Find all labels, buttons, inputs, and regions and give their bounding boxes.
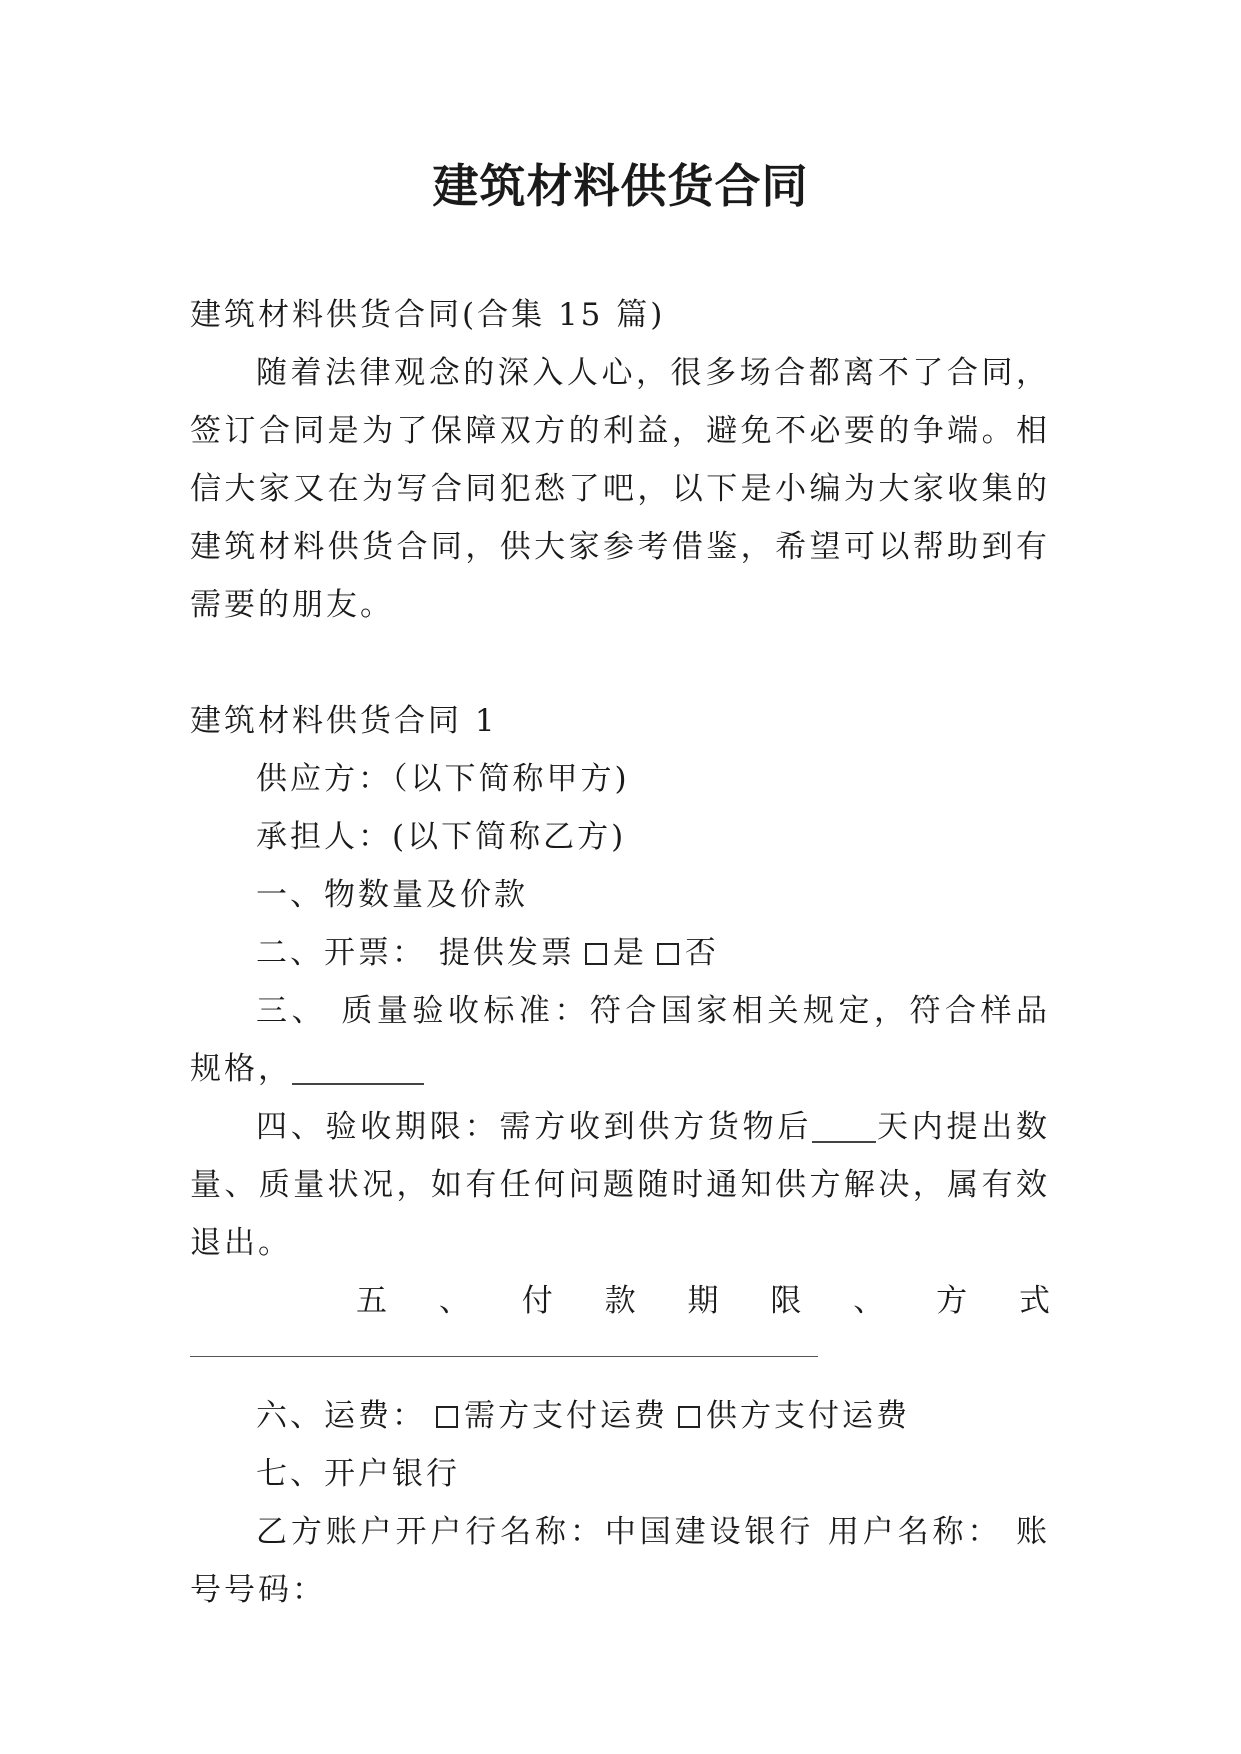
checkbox-no[interactable] <box>657 943 679 965</box>
checkbox-buyer-pays[interactable] <box>436 1406 458 1428</box>
clause-6-prefix: 六、运费： <box>256 1398 426 1434</box>
undertaker-line: 承担人：(以下简称乙方) <box>256 819 627 855</box>
clause-5-char: 限 <box>770 1283 802 1319</box>
clause-2-prefix: 二、开票： <box>256 935 426 971</box>
option-yes-label: 是 <box>612 935 647 971</box>
clause-3-text: 三、 质量验收标准：符合国家相关规定，符合样品规格， <box>190 993 1050 1087</box>
clause-4-after: 天内提出数量、质量状况，如有任何问题随时通知供方解决，属有效退出。 <box>190 1109 1051 1261</box>
clause-7: 七、开户银行 <box>256 1456 460 1492</box>
document-title: 建筑材料供货合同 <box>432 159 809 213</box>
spacer <box>190 634 1050 692</box>
clause-5-char: 期 <box>687 1283 719 1319</box>
option-seller-label: 供方支付运费 <box>706 1398 910 1434</box>
clause-6 <box>190 1387 1050 1445</box>
intro-paragraph: 随着法律观念的深入人心，很多场合都离不了合同，签订合同是为了保障双方的利益，避免不必要的争端。相信大家又在为写合同犯愁了吧，以下是小编为大家收集的建筑材料供货合同，供大家参考借鉴，希望可以帮助到有需要的朋友。 <box>190 355 1050 623</box>
checkbox-seller-pays[interactable] <box>678 1406 700 1428</box>
clause-1: 一、物数量及价款 <box>256 877 528 913</box>
clause-4-before: 四、验收期限：需方收到供方货物后 <box>256 1109 813 1145</box>
clause-5-char: 、 <box>438 1283 470 1319</box>
supplier-line: 供应方：（以下简称甲方) <box>256 761 630 797</box>
collection-subtitle: 建筑材料供货合同(合集 15 篇) <box>190 297 666 333</box>
option-buyer-label: 需方支付运费 <box>464 1398 668 1434</box>
clause-5-char: 式 <box>1019 1283 1050 1319</box>
section-heading: 建筑材料供货合同 1 <box>190 703 498 739</box>
clause-5-char: 五 <box>356 1283 387 1319</box>
clause-5-heading <box>190 1272 1050 1330</box>
option-no-label: 否 <box>684 935 719 971</box>
payment-blank-line <box>190 1356 818 1357</box>
days-blank-underline <box>812 1111 876 1143</box>
clause-5-char: 付 <box>521 1283 553 1319</box>
bank-account-line: 乙方账户开户行名称：中国建设银行 用户名称： 账号号码： <box>190 1514 1050 1608</box>
clause-2 <box>190 924 1050 982</box>
clause-5-char: 方 <box>936 1283 968 1319</box>
document-body <box>190 286 1050 1619</box>
clause-5-char: 、 <box>853 1283 885 1319</box>
blank-underline <box>292 1053 424 1085</box>
clause-2-label: 提供发票 <box>438 935 575 971</box>
checkbox-yes[interactable] <box>585 943 607 965</box>
clause-3 <box>190 982 1050 1098</box>
clause-4 <box>190 1098 1050 1272</box>
clause-5-char: 款 <box>604 1283 636 1319</box>
